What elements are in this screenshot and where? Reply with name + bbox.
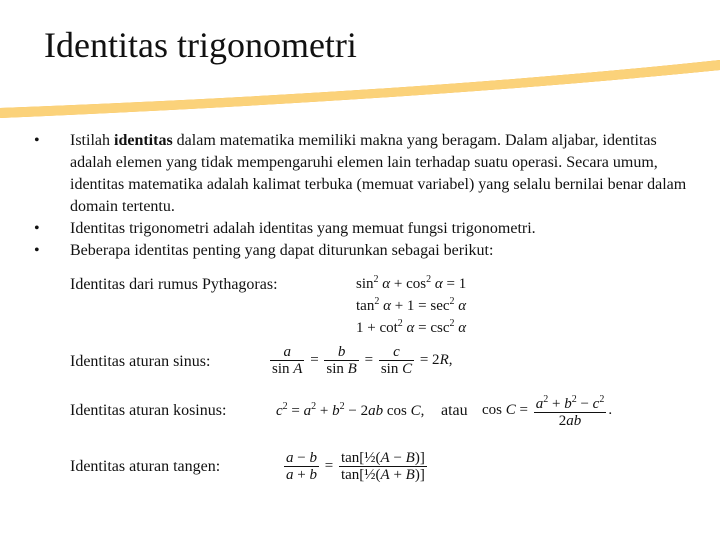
bullet-list	[34, 130, 694, 262]
bullet-prefix: Istilah	[70, 132, 114, 149]
bullet-item	[34, 218, 694, 240]
header-banner	[0, 0, 720, 120]
bullet-text: Beberapa identitas penting yang dapat diturunkan sebagai berikut:	[70, 242, 494, 259]
bullet-suffix: dalam matematika memiliki makna yang beragam. Dalam aljabar, identitas adalah elemen yang tidak mempengaruhi elemen lain terhadap suatu operasi. Secara umum, identitas matematika adalah kalimat terbuka (memuat variabel) yang selalu bernilai benar dalam domain tertentu.	[70, 132, 687, 215]
label-pythagoras: Identitas dari rumus Pythagoras:	[70, 276, 278, 293]
bullet-item	[34, 240, 694, 262]
label-tangen: Identitas aturan tangen:	[70, 458, 221, 475]
formula-sinus: $\frac{a}{\text{sin A}}$ = $\frac{b}{\text{sin B}}$ = $\frac{c}{\text{sin C}}$ = 2R,	[272, 344, 453, 377]
formula-pythagoras-3: $1 + \cot^2 \alpha = \csc^2 \alpha$	[356, 318, 467, 336]
bullet-bold: identitas	[114, 132, 173, 149]
formula-tangen: $\frac{a - b}{a + b}$ = $\frac{\text{tan[½(A − B)]}}{\text{tan[½(A + B)]}}$	[286, 450, 425, 483]
bullet-item	[34, 130, 694, 218]
formula-pythagoras-2: $\tan^2 \alpha + 1 = \sec^2 \alpha$	[356, 296, 467, 314]
formula-kosinus-1: $c^2 = a^2 + b^2 - 2ab$ cos C,	[276, 401, 425, 419]
label-sinus: Identitas aturan sinus:	[70, 353, 211, 370]
label-atau: atau	[441, 402, 468, 419]
bullet-icon: •	[34, 220, 40, 237]
label-kosinus: Identitas aturan kosinus:	[70, 402, 227, 419]
formula-pythagoras-1: $\sin^2 \alpha + \cos^2 \alpha = 1$	[356, 274, 467, 292]
formula-kosinus-2: cos C = $\frac{a^2 + b^2 - c^2}{2ab}$ .	[482, 394, 613, 429]
bullet-icon: •	[34, 132, 40, 149]
page-title: Identitas trigonometri	[44, 25, 357, 65]
bullet-icon: •	[34, 242, 40, 259]
bullet-text: Identitas trigonometri adalah identitas yang memuat fungsi trigonometri.	[70, 220, 536, 237]
